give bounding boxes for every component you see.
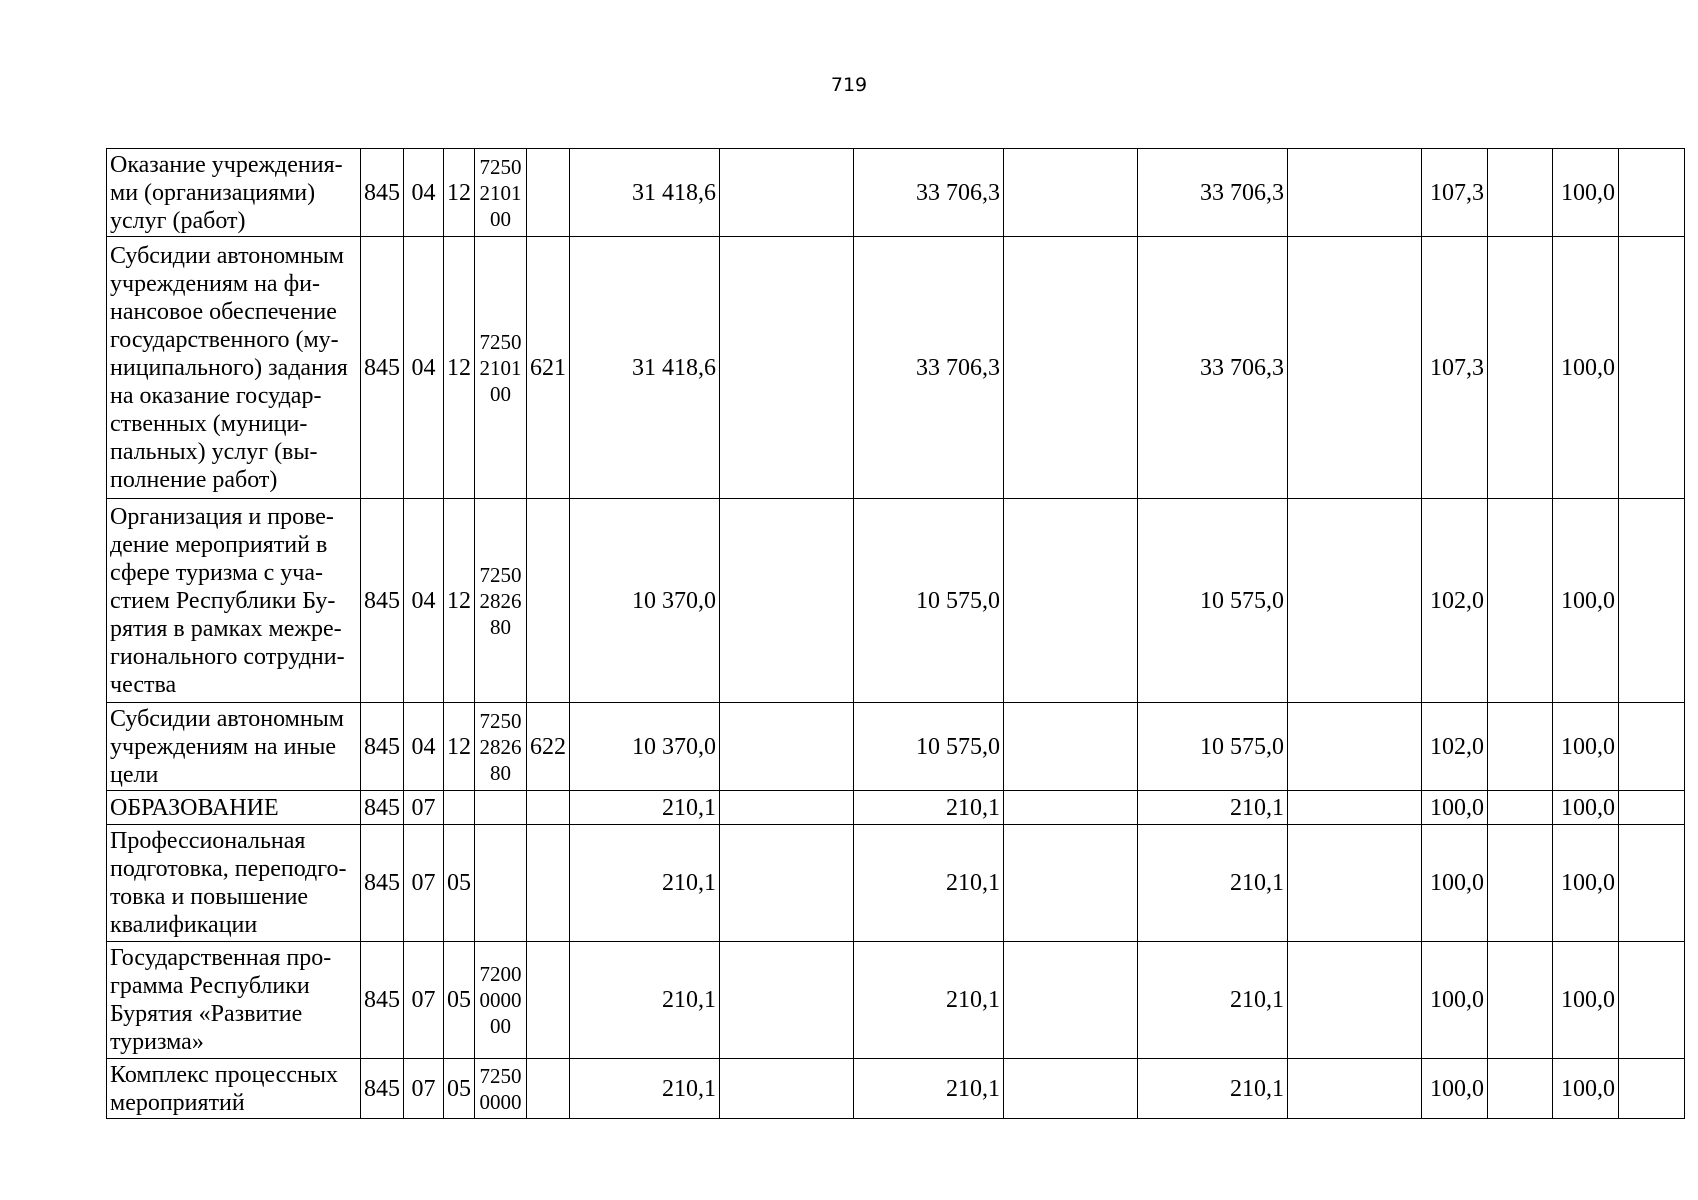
grbs-code: 845 xyxy=(361,791,404,825)
value-1: 210,1 xyxy=(570,1059,720,1119)
percent-2: 100,0 xyxy=(1553,1059,1619,1119)
empty-cell xyxy=(1619,825,1685,942)
table-row xyxy=(107,499,1685,703)
expense-type-code xyxy=(527,942,570,1059)
percent-1: 107,3 xyxy=(1422,149,1488,237)
empty-cell xyxy=(1288,825,1422,942)
subsection-code: 05 xyxy=(444,942,475,1059)
section-code: 07 xyxy=(404,791,444,825)
grbs-code: 845 xyxy=(361,237,404,499)
empty-cell xyxy=(1619,703,1685,791)
row-name: Государственная про-грамма Республики Бурятия «Развитие туризма» xyxy=(107,942,361,1059)
value-1: 10 370,0 xyxy=(570,703,720,791)
percent-2: 100,0 xyxy=(1553,149,1619,237)
grbs-code: 845 xyxy=(361,942,404,1059)
empty-cell xyxy=(1004,499,1138,703)
value-1: 10 370,0 xyxy=(570,499,720,703)
expense-type-code: 621 xyxy=(527,237,570,499)
empty-cell xyxy=(1619,499,1685,703)
section-code: 07 xyxy=(404,942,444,1059)
value-1: 210,1 xyxy=(570,791,720,825)
target-article-code: 7250 2101 00 xyxy=(475,149,527,237)
expense-type-code xyxy=(527,1059,570,1119)
target-article-code xyxy=(475,825,527,942)
percent-1: 100,0 xyxy=(1422,825,1488,942)
empty-cell xyxy=(1004,791,1138,825)
empty-cell xyxy=(720,791,854,825)
section-code: 04 xyxy=(404,237,444,499)
row-name: Субсидии автономным учреждениям на фи-нансовое обеспечение государственного (му-ниципального) задания на оказание государ-ственных (муници-пальных) услуг (вы-полнение работ) xyxy=(107,237,361,499)
empty-cell xyxy=(1288,149,1422,237)
row-name: Субсидии автономным учреждениям на иные цели xyxy=(107,703,361,791)
percent-2: 100,0 xyxy=(1553,825,1619,942)
value-3: 10 575,0 xyxy=(1138,499,1288,703)
empty-cell xyxy=(1288,703,1422,791)
empty-cell xyxy=(1004,1059,1138,1119)
percent-1: 100,0 xyxy=(1422,1059,1488,1119)
value-2: 210,1 xyxy=(854,791,1004,825)
empty-cell xyxy=(720,1059,854,1119)
subsection-code: 05 xyxy=(444,825,475,942)
target-article-code: 7250 0000 xyxy=(475,1059,527,1119)
percent-2: 100,0 xyxy=(1553,237,1619,499)
value-1: 31 418,6 xyxy=(570,149,720,237)
subsection-code xyxy=(444,791,475,825)
target-article-code xyxy=(475,791,527,825)
percent-1: 102,0 xyxy=(1422,499,1488,703)
table-row xyxy=(107,703,1685,791)
empty-cell xyxy=(1488,237,1553,499)
table-row xyxy=(107,149,1685,237)
table-row xyxy=(107,825,1685,942)
empty-cell xyxy=(1004,942,1138,1059)
table-row xyxy=(107,942,1685,1059)
value-2: 33 706,3 xyxy=(854,149,1004,237)
subsection-code: 12 xyxy=(444,237,475,499)
subsection-code: 12 xyxy=(444,703,475,791)
value-2: 210,1 xyxy=(854,1059,1004,1119)
value-2: 210,1 xyxy=(854,825,1004,942)
percent-2: 100,0 xyxy=(1553,942,1619,1059)
section-code: 07 xyxy=(404,825,444,942)
empty-cell xyxy=(1488,791,1553,825)
row-name: Профессиональная подготовка, переподго-товка и повышение квалификации xyxy=(107,825,361,942)
empty-cell xyxy=(1288,237,1422,499)
target-article-code: 7200 0000 00 xyxy=(475,942,527,1059)
empty-cell xyxy=(1004,825,1138,942)
empty-cell xyxy=(1488,942,1553,1059)
empty-cell xyxy=(1288,942,1422,1059)
empty-cell xyxy=(720,825,854,942)
subsection-code: 12 xyxy=(444,149,475,237)
value-2: 210,1 xyxy=(854,942,1004,1059)
expense-type-code xyxy=(527,149,570,237)
value-3: 10 575,0 xyxy=(1138,703,1288,791)
target-article-code: 7250 2826 80 xyxy=(475,499,527,703)
value-1: 210,1 xyxy=(570,942,720,1059)
value-3: 210,1 xyxy=(1138,942,1288,1059)
value-3: 210,1 xyxy=(1138,1059,1288,1119)
empty-cell xyxy=(720,942,854,1059)
row-name: Организация и прове-дение мероприятий в сфере туризма с уча-стием Республики Бу-рятия в рамках межре-гионального сотрудни-чества xyxy=(107,499,361,703)
empty-cell xyxy=(1004,149,1138,237)
table-row xyxy=(107,237,1685,499)
empty-cell xyxy=(1288,1059,1422,1119)
budget-table xyxy=(106,148,1685,1119)
empty-cell xyxy=(1004,237,1138,499)
grbs-code: 845 xyxy=(361,149,404,237)
grbs-code: 845 xyxy=(361,825,404,942)
value-3: 210,1 xyxy=(1138,791,1288,825)
empty-cell xyxy=(720,237,854,499)
percent-1: 102,0 xyxy=(1422,703,1488,791)
empty-cell xyxy=(1619,149,1685,237)
grbs-code: 845 xyxy=(361,703,404,791)
value-1: 31 418,6 xyxy=(570,237,720,499)
empty-cell xyxy=(720,149,854,237)
empty-cell xyxy=(1619,237,1685,499)
row-name: Комплекс процессных мероприятий xyxy=(107,1059,361,1119)
table-row xyxy=(107,791,1685,825)
table-row xyxy=(107,1059,1685,1119)
expense-type-code: 622 xyxy=(527,703,570,791)
section-code: 07 xyxy=(404,1059,444,1119)
empty-cell xyxy=(1488,499,1553,703)
section-code: 04 xyxy=(404,149,444,237)
empty-cell xyxy=(720,499,854,703)
subsection-code: 05 xyxy=(444,1059,475,1119)
section-code: 04 xyxy=(404,703,444,791)
percent-1: 100,0 xyxy=(1422,942,1488,1059)
empty-cell xyxy=(1619,1059,1685,1119)
percent-2: 100,0 xyxy=(1553,499,1619,703)
expense-type-code xyxy=(527,825,570,942)
grbs-code: 845 xyxy=(361,1059,404,1119)
subsection-code: 12 xyxy=(444,499,475,703)
percent-1: 100,0 xyxy=(1422,791,1488,825)
target-article-code: 7250 2826 80 xyxy=(475,703,527,791)
page-number: 719 xyxy=(830,74,868,96)
empty-cell xyxy=(1488,1059,1553,1119)
empty-cell xyxy=(1288,499,1422,703)
row-name: ОБРАЗОВАНИЕ xyxy=(107,791,361,825)
value-3: 33 706,3 xyxy=(1138,149,1288,237)
grbs-code: 845 xyxy=(361,499,404,703)
empty-cell xyxy=(1488,825,1553,942)
target-article-code: 7250 2101 00 xyxy=(475,237,527,499)
expense-type-code xyxy=(527,791,570,825)
value-2: 33 706,3 xyxy=(854,237,1004,499)
value-2: 10 575,0 xyxy=(854,703,1004,791)
value-2: 10 575,0 xyxy=(854,499,1004,703)
expense-type-code xyxy=(527,499,570,703)
empty-cell xyxy=(1488,703,1553,791)
empty-cell xyxy=(1619,942,1685,1059)
value-3: 33 706,3 xyxy=(1138,237,1288,499)
empty-cell xyxy=(1488,149,1553,237)
row-name: Оказание учреждения-ми (организациями) услуг (работ) xyxy=(107,149,361,237)
percent-2: 100,0 xyxy=(1553,791,1619,825)
empty-cell xyxy=(1288,791,1422,825)
percent-2: 100,0 xyxy=(1553,703,1619,791)
empty-cell xyxy=(1004,703,1138,791)
value-1: 210,1 xyxy=(570,825,720,942)
percent-1: 107,3 xyxy=(1422,237,1488,499)
section-code: 04 xyxy=(404,499,444,703)
empty-cell xyxy=(720,703,854,791)
empty-cell xyxy=(1619,791,1685,825)
value-3: 210,1 xyxy=(1138,825,1288,942)
